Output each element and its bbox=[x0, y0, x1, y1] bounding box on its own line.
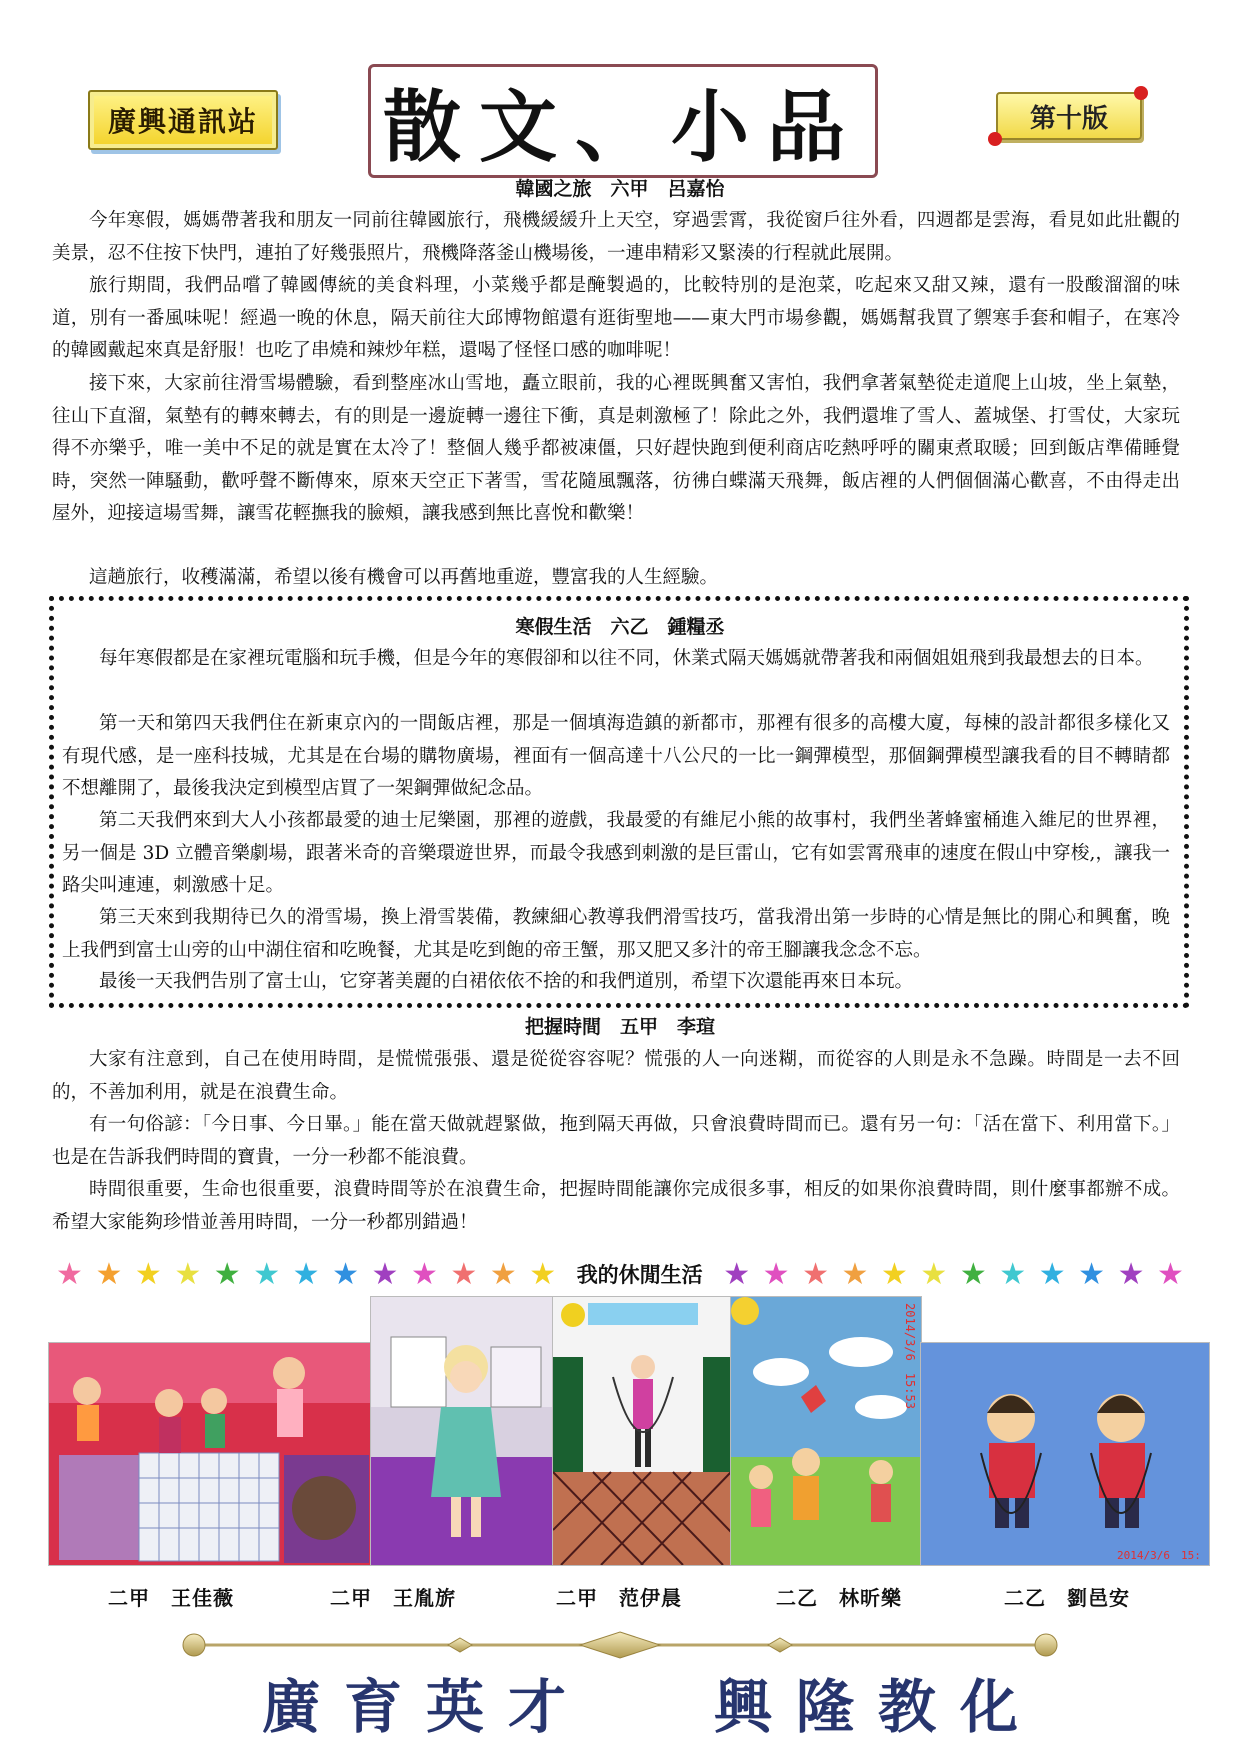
article-1-paragraph: 接下來，大家前往滑雪場體驗，看到整座冰山雪地，矗立眼前，我的心裡既興奮又害怕，我們拿著氣墊從走道爬上山坡，坐上氣墊，往山下直溜，氣墊有的轉來轉去，有的則是一邊旋轉一邊往下衝，真是刺激極了！除此之外，我們還堆了雪人、蓋城堡、打雪仗，大家玩得不亦樂乎，唯一美中不足的就是實在太冷了！整個人幾乎都被凍僵，只好趕快跑到便利商店吃熱呼呼的關東煮取暖；回到飯店準備睡覺時，突然一陣騷動，歡呼聲不斷傳來，原來天空正下著雪，雪花隨風飄落，彷彿白蝶滿天飛舞，飯店裡的人們個個滿心歡喜，不由得走出屋外，迎接這場雪舞，讓雪花輕撫我的臉頰，讓我感到無比喜悅和歡樂！ bbox=[52, 373, 1180, 524]
article-3-title: 把握時間 五甲 李瑄 bbox=[524, 1016, 715, 1038]
star-icon: ★ bbox=[959, 1256, 987, 1292]
photo-date-stamp: 2014/3/6 15:53 bbox=[903, 1303, 917, 1409]
star-icon: ★ bbox=[1078, 1256, 1106, 1292]
star-icon: ★ bbox=[529, 1256, 557, 1292]
drawing-caption: 二乙 劉邑安 bbox=[1004, 1586, 1130, 1610]
star-icon: ★ bbox=[489, 1256, 517, 1292]
page-title: 散文、小品 bbox=[368, 64, 878, 178]
article-3-paragraph: 時間很重要，生命也很重要，浪費時間等於在浪費生命，把握時間能讓你完成很多事，相反的如果你浪費時間，則什麼事都辦不成。希望大家能夠珍惜並善用時間，一分一秒都別錯過！ bbox=[52, 1179, 1180, 1233]
article-2-title: 寒假生活 六乙 鍾糧丞 bbox=[515, 616, 725, 638]
star-icon: ★ bbox=[371, 1256, 399, 1292]
article-1-paragraph: 旅行期間，我們品嚐了韓國傳統的美食料理，小菜幾乎都是醃製過的，比較特別的是泡菜，吃起來又甜又辣，還有一股酸溜溜的味道，別有一番風味呢！經過一晚的休息，隔天前往大邱博物館還有逛街聖地——東大門市場參觀，媽媽幫我買了禦寒手套和帽子，在寒冷的韓國戴起來真是舒服！也吃了串燒和辣炒年糕，還喝了怪怪口感的咖啡呢！ bbox=[52, 275, 1180, 361]
article-3-paragraph: 有一句俗諺：「今日事、今日畢。」能在當天做就趕緊做，拖到隔天再做，只會浪費時間而已。還有另一句：「活在當下、利用當下。」也是在告訴我們時間的寶貴，一分一秒都不能浪費。 bbox=[52, 1114, 1180, 1168]
star-icon: ★ bbox=[1038, 1256, 1066, 1292]
star-icon: ★ bbox=[723, 1256, 751, 1292]
article-1-paragraph: 這趟旅行，收穫滿滿，希望以後有機會可以再舊地重遊，豐富我的人生經驗。 bbox=[89, 567, 719, 588]
star-icon: ★ bbox=[292, 1256, 320, 1292]
newsletter-badge: 廣興通訊站 bbox=[88, 90, 278, 150]
gallery-title: 我的休閒生活 bbox=[576, 1262, 703, 1287]
star-icon: ★ bbox=[1157, 1256, 1184, 1292]
star-icon: ★ bbox=[1117, 1256, 1145, 1292]
motto-left: 廣育英才 bbox=[262, 1673, 591, 1741]
star-icon: ★ bbox=[841, 1256, 869, 1292]
drawing-1 bbox=[48, 1342, 372, 1566]
star-icon: ★ bbox=[920, 1256, 948, 1292]
star-icon: ★ bbox=[134, 1256, 162, 1292]
drawing-3 bbox=[552, 1296, 732, 1566]
star-icon: ★ bbox=[253, 1256, 281, 1292]
drawing-2 bbox=[370, 1296, 554, 1566]
star-icon: ★ bbox=[762, 1256, 790, 1292]
star-icon: ★ bbox=[95, 1256, 123, 1292]
photo-date-stamp: 2014/3/6 15: bbox=[1117, 1549, 1201, 1562]
star-icon: ★ bbox=[213, 1256, 241, 1292]
article-3-paragraph: 大家有注意到，自己在使用時間，是慌慌張張、還是從從容容呢？慌張的人一向迷糊，而從容的人則是永不急躁。時間是一去不回的，不善加利用，就是在浪費生命。 bbox=[52, 1049, 1180, 1103]
article-1-paragraph: 今年寒假，媽媽帶著我和朋友一同前往韓國旅行，飛機緩緩升上天空，穿過雲霄，我從窗戶往外看，四週都是雲海，看見如此壯觀的美景，忍不住按下快門，連拍了好幾張照片，飛機降落釜山機場後，一連串精彩又緊湊的行程就此展開。 bbox=[52, 210, 1180, 264]
star-icon: ★ bbox=[999, 1256, 1027, 1292]
drawing-caption: 二甲 王胤旂 bbox=[330, 1586, 456, 1610]
article-2-paragraph: 第三天來到我期待已久的滑雪場，換上滑雪裝備，教練細心教導我們滑雪技巧，當我滑出第一步時的心情是無比的開心和興奮，晚上我們到富士山旁的山中湖住宿和吃晚餐，尤其是吃到飽的帝王蟹，那又肥又多汁的帝王腳讓我念念不忘。 bbox=[62, 907, 1170, 961]
drawing-caption: 二乙 林昕樂 bbox=[776, 1586, 902, 1610]
drawing-5 bbox=[920, 1342, 1210, 1566]
article-2-paragraph: 每年寒假都是在家裡玩電腦和玩手機，但是今年的寒假卻和以往不同，休業式隔天媽媽就帶著我和兩個姐姐飛到我最想去的日本。 bbox=[99, 648, 1154, 669]
page-number-badge: 第十版 bbox=[996, 92, 1142, 140]
drawing-4 bbox=[730, 1296, 922, 1566]
star-icon: ★ bbox=[410, 1256, 438, 1292]
star-icon: ★ bbox=[332, 1256, 359, 1292]
motto-right: 興隆教化 bbox=[714, 1673, 1043, 1741]
article-2-paragraph: 第二天我們來到大人小孩都最愛的迪士尼樂園，那裡的遊戲，我最愛的有維尼小熊的故事村，我們坐著蜂蜜桶進入維尼的世界裡，另一個是 3D 立體音樂劇場，跟著米奇的音樂環遊世界，而最令我感到刺激的是巨雷山，它有如雲霄飛車的速度在假山中穿梭,，讓我一路尖叫連連，刺激感十足。 bbox=[62, 810, 1170, 896]
article-2-paragraph: 第一天和第四天我們住在新東京內的一間飯店裡，那是一個填海造鎮的新都市，那裡有很多的高樓大廈，每棟的設計都很多樣化又有現代感，是一座科技城，尤其是在台場的購物廣場，裡面有一個高達十八公尺的一比一鋼彈模型，那個鋼彈模型讓我看的目不轉睛都不想離開了，最後我決定到模型店買了一架鋼彈做紀念品。 bbox=[62, 713, 1170, 799]
article-1-title: 韓國之旅 六甲 呂嘉怡 bbox=[515, 178, 725, 200]
star-icon: ★ bbox=[802, 1256, 829, 1292]
star-icon: ★ bbox=[174, 1256, 202, 1292]
drawing-caption: 二甲 王佳薇 bbox=[108, 1586, 234, 1610]
gallery-header bbox=[56, 1256, 1184, 1292]
star-icon: ★ bbox=[880, 1256, 908, 1292]
star-icon: ★ bbox=[450, 1256, 478, 1292]
star-icon: ★ bbox=[56, 1256, 83, 1292]
ornamental-divider bbox=[180, 1628, 1060, 1662]
drawing-caption: 二甲 范伊晨 bbox=[556, 1586, 682, 1610]
article-2-paragraph: 最後一天我們告別了富士山，它穿著美麗的白裙依依不捨的和我們道別，希望下次還能再來日本玩。 bbox=[99, 971, 914, 992]
